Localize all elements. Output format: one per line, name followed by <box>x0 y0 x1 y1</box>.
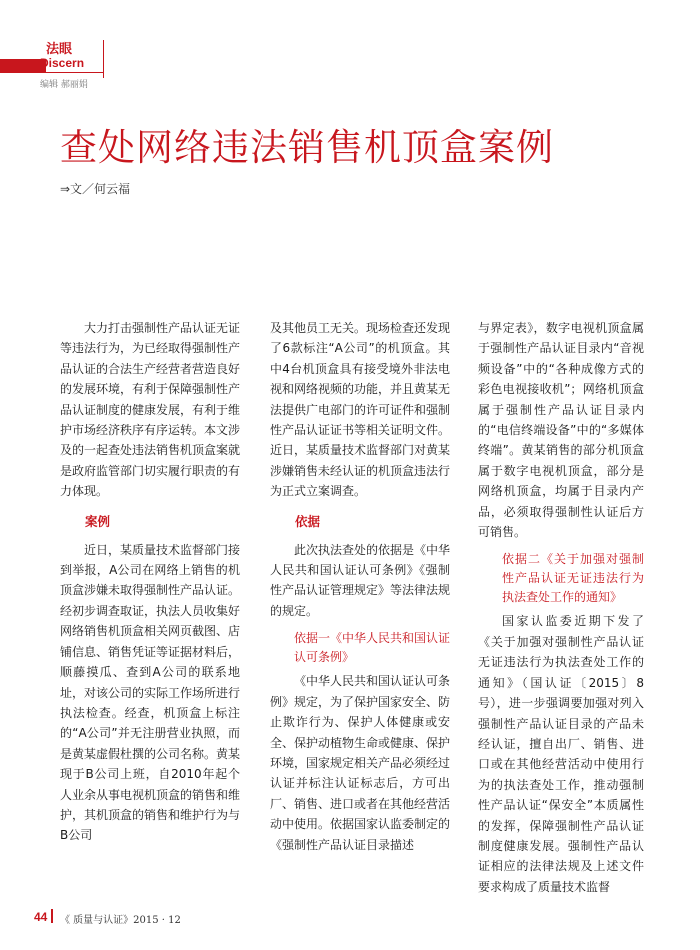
text-column-3 <box>478 318 644 897</box>
basis1-heading: 依据一《中华人民共和国认证认可条例》 <box>294 631 451 665</box>
basis1-paragraph-continued: 与界定表》，数字电视机顶盒属于强制性产品认证目录内“音视频设备”中的“各种成像方式的彩色电视接收机”；网络机顶盒属于强制性产品认证目录内的“电信终端设备”中的“多媒体终端”。黄某销售的部分机顶盒属于数字电视机顶盒，部分是网络机顶盒，均属于目录内产品，必须取得强制性认证后方可销售。 <box>478 321 644 540</box>
basis-intro-paragraph: 此次执法查处的依据是《中华人民共和国认证认可条例》《强制性产品认证管理规定》等法律法规的规定。 <box>270 542 451 618</box>
basis1-paragraph: 《中华人民共和国认证认可条例》规定，为了保护国家安全、防止欺诈行为、保护人体健康或安全、保护动植物生命或健康、保护环境，国家规定相关产品必须经过认证并标注认证标志后，方可出厂、销售、进口或者在其他经营活动中使用。依据国家认监委制定的《强制性产品认证目录描述 <box>270 674 451 852</box>
basis2-heading: 依据二《关于加强对强制性产品认证无证违法行为执法查处工作的通知》 <box>502 552 644 605</box>
editor-credit: 编辑 郝丽娟 <box>40 80 88 90</box>
header-vertical-line <box>103 40 104 78</box>
footer-separator <box>51 909 53 923</box>
case-paragraph-continued: 及其他员工无关。现场检查还发现了6款标注“A公司”的机顶盒。其中4台机顶盒具有接受境外非法电视和网络视频的功能，并且黄某无法提供广电部门的许可证件和强制性产品认证证书等相关证明文件。近日，某质量技术监督部门对黄某涉嫌销售未经认证的机顶盒违法行为正式立案调查。 <box>270 321 451 499</box>
basis-heading: 依据 <box>295 513 321 529</box>
article-byline: ⇒文／何云福 <box>60 182 131 196</box>
section-label-cn: 法眼 <box>46 42 73 57</box>
basis2-paragraph: 国家认监委近期下发了《关于加强对强制性产品认证无证违法行为执法查处工作的通知》（国认证〔2015〕8号），进一步强调要加强对列入强制性产品认证目录的产品未经认证，擅自出厂、销售、进口或在其他经营活动中使用行为的执法查处工作，推动强制性产品认证“保安全”本质属性的发挥，保障强制性产品认证制度健康发展。强制性产品认证相应的法律法规及上述文件要求构成了质量技术监督 <box>478 614 644 894</box>
journal-name: 《 质量与认证》2015 · 12 <box>60 915 181 926</box>
case-paragraph: 近日，某质量技术监督部门接到举报，A公司在网络上销售的机顶盒涉嫌未取得强制性产品认证。经初步调查取证，执法人员收集好网络销售机顶盒相关网页截图、店铺信息、销售凭证等证据材料后，顺藤摸瓜、查到A公司的联系地址，对该公司的实际工作场所进行执法检查。经查，机顶盒上标注的“A公司”并无注册营业执照，而是黄某虚假杜撰的公司名称。黄某现于B公司上班，自2010年起个人业余从事电视机顶盒的销售和维护，其机顶盒的销售和维护行为与B公司 <box>60 542 241 843</box>
text-column-1 <box>60 318 240 846</box>
article-title: 查处网络违法销售机顶盒案例 <box>60 126 554 169</box>
text-column-2 <box>270 318 450 855</box>
header-divider-line <box>0 72 103 73</box>
page-number: 44 <box>34 910 48 924</box>
intro-paragraph: 大力打击强制性产品认证无证等违法行为，为已经取得强制性产品认证的合法生产经营者营造良好的发展环境，有利于保障强制性产品认证制度的健康发展，有利于维护市场经济秩序有序运转。本文涉及的一起查处违法销售机顶盒案就是政府监管部门切实履行职责的有力体现。 <box>60 321 241 499</box>
case-heading: 案例 <box>85 513 111 529</box>
section-label-en: Discern <box>40 56 85 70</box>
